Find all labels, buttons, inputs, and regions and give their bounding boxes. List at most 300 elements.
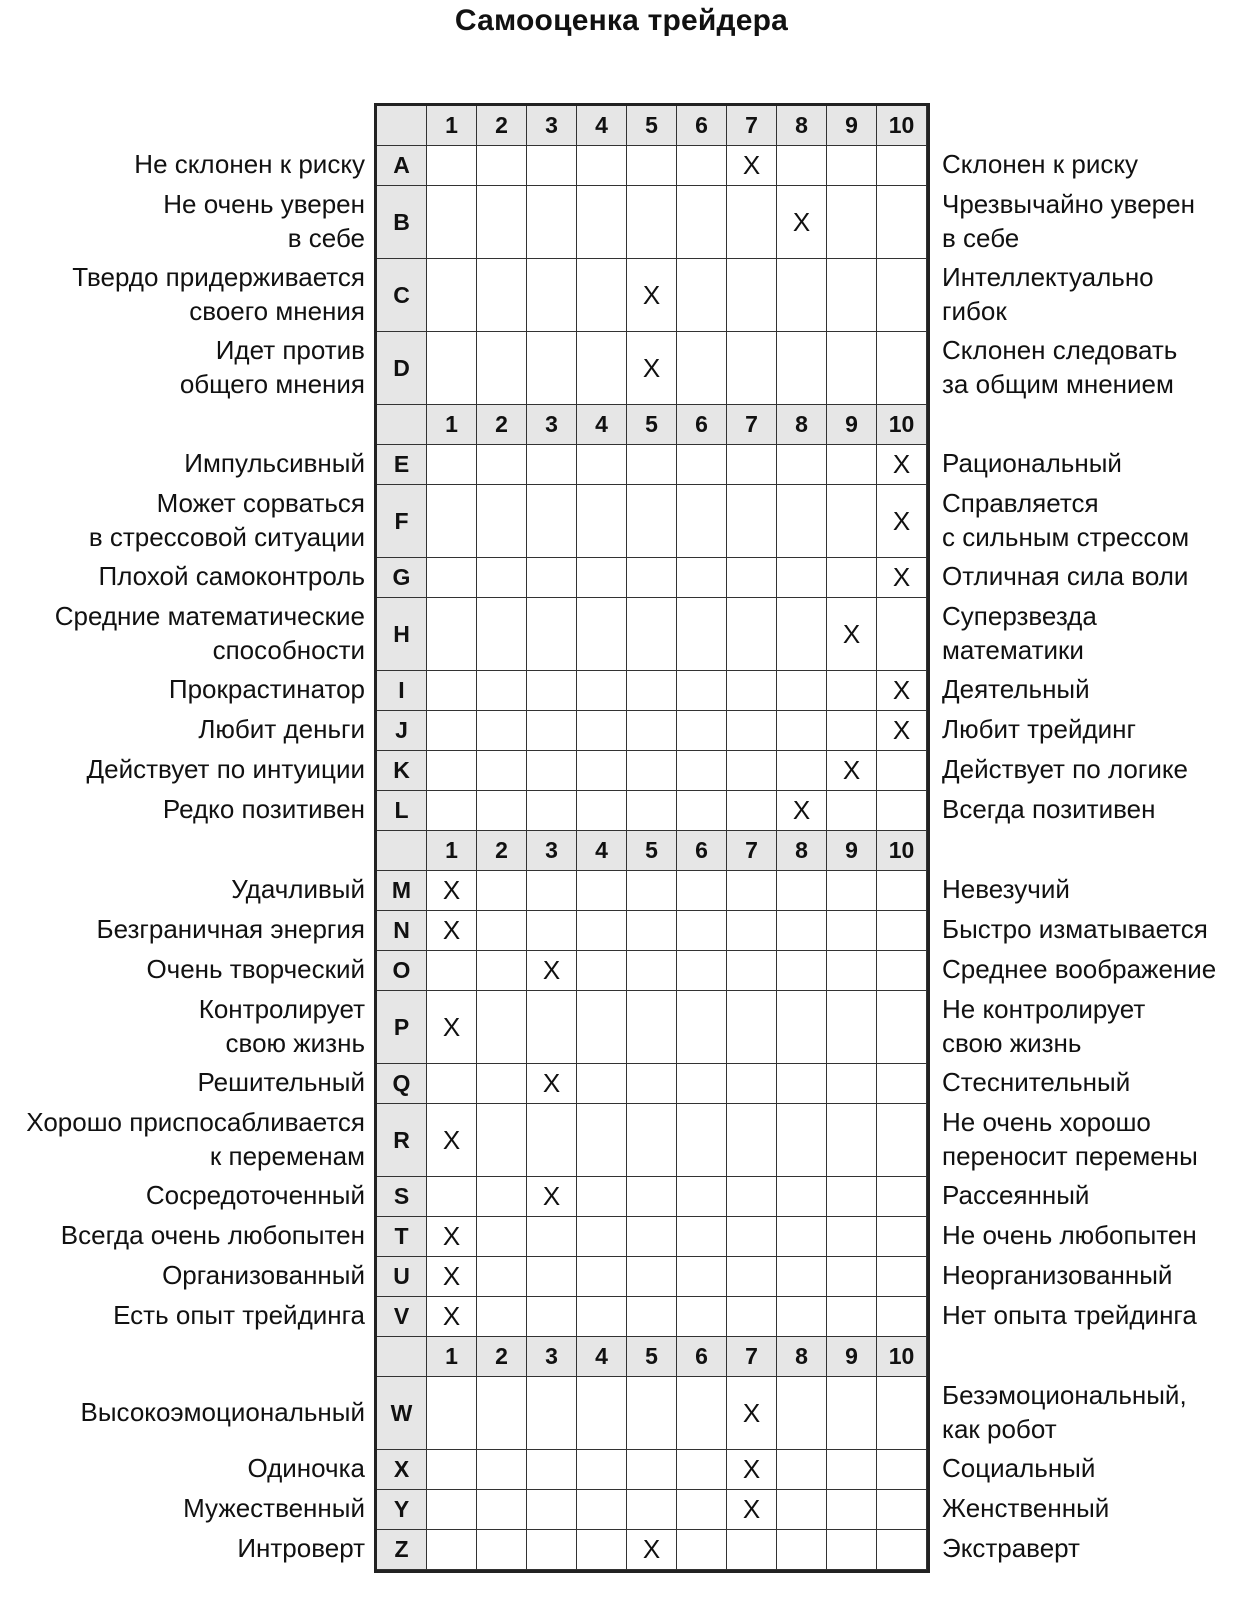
trait-high-Z: Экстраверт (942, 1533, 1080, 1563)
score-cell (627, 1490, 677, 1530)
row-letter-I: I (377, 671, 427, 711)
trait-low-T: Всегда очень любопытен (60, 1220, 365, 1250)
row-letter-D: D (377, 332, 427, 405)
score-cell (777, 332, 827, 405)
score-cell (427, 558, 477, 598)
score-cell (827, 1490, 877, 1530)
scale-header-10: 10 (877, 106, 927, 146)
trait-high-X: Социальный (942, 1453, 1096, 1483)
score-cell (427, 871, 477, 911)
score-cell (877, 671, 927, 711)
score-cell (677, 951, 727, 991)
score-cell (877, 598, 927, 671)
score-cell (777, 791, 827, 831)
score-cell (677, 558, 727, 598)
score-cell (627, 259, 677, 332)
score-cell (427, 146, 477, 186)
score-cell (427, 445, 477, 485)
score-cell (477, 951, 527, 991)
scale-header-6: 6 (677, 405, 727, 445)
score-cell (777, 186, 827, 259)
score-mark-K: X (842, 755, 861, 785)
score-cell (427, 598, 477, 671)
trait-high-U: Неорганизованный (942, 1260, 1173, 1290)
row-letter-E: E (377, 445, 427, 485)
score-cell (577, 146, 627, 186)
scale-header-7: 7 (727, 1337, 777, 1377)
score-cell (777, 1104, 827, 1177)
score-cell (677, 671, 727, 711)
score-cell (827, 671, 877, 711)
score-cell (477, 671, 527, 711)
scale-header-8: 8 (777, 1337, 827, 1377)
score-cell (827, 1257, 877, 1297)
score-cell (477, 259, 527, 332)
score-cell (727, 1257, 777, 1297)
score-cell (577, 711, 627, 751)
score-cell (527, 1217, 577, 1257)
row-letter-T: T (377, 1217, 427, 1257)
trait-low-H: Средние математические способности (54, 600, 365, 665)
row-letter-N: N (377, 911, 427, 951)
trait-high-Y: Женственный (942, 1493, 1110, 1523)
score-cell (477, 146, 527, 186)
row-letter-V: V (377, 1297, 427, 1337)
score-cell (477, 1450, 527, 1490)
score-cell (527, 991, 577, 1064)
scale-header-6: 6 (677, 831, 727, 871)
scale-header-1: 1 (427, 1337, 477, 1377)
trait-high-O: Среднее воображение (942, 954, 1217, 984)
score-cell (827, 911, 877, 951)
score-mark-I: X (892, 675, 911, 705)
score-cell (877, 1257, 927, 1297)
scale-header-corner (377, 405, 427, 445)
score-cell (477, 1530, 527, 1570)
score-cell (627, 1217, 677, 1257)
score-cell (777, 1377, 827, 1450)
score-cell (577, 991, 627, 1064)
score-cell (527, 1450, 577, 1490)
score-cell (577, 911, 627, 951)
trait-low-B: Не очень уверен в себе (163, 188, 365, 253)
score-cell (727, 791, 777, 831)
score-cell (427, 1217, 477, 1257)
scale-header-8: 8 (777, 405, 827, 445)
score-cell (577, 332, 627, 405)
score-cell (627, 671, 677, 711)
score-cell (427, 1177, 477, 1217)
score-mark-A: X (742, 150, 761, 180)
score-mark-O: X (542, 955, 561, 985)
score-cell (627, 751, 677, 791)
score-cell (477, 791, 527, 831)
score-cell (627, 485, 677, 558)
score-cell (627, 711, 677, 751)
scale-header-1: 1 (427, 106, 477, 146)
trait-low-L: Редко позитивен (162, 794, 365, 824)
score-cell (777, 146, 827, 186)
score-cell (777, 259, 827, 332)
score-cell (427, 711, 477, 751)
scale-header-4: 4 (577, 106, 627, 146)
score-cell (527, 332, 577, 405)
score-cell (877, 1377, 927, 1450)
trait-low-Z: Интроверт (237, 1533, 365, 1563)
score-cell (527, 186, 577, 259)
score-cell (777, 1297, 827, 1337)
score-cell (777, 1217, 827, 1257)
score-cell (877, 186, 927, 259)
trait-high-F: Справляется с сильным стрессом (942, 487, 1190, 552)
score-cell (427, 1450, 477, 1490)
score-cell (627, 186, 677, 259)
score-cell (827, 445, 877, 485)
score-cell (827, 1104, 877, 1177)
score-cell (577, 951, 627, 991)
score-cell (577, 871, 627, 911)
page-title: Самооценка трейдера (454, 4, 789, 37)
scale-header-7: 7 (727, 831, 777, 871)
score-cell (877, 1530, 927, 1570)
score-cell (577, 445, 627, 485)
score-cell (727, 558, 777, 598)
row-letter-C: C (377, 259, 427, 332)
score-cell (677, 1377, 727, 1450)
score-cell (727, 259, 777, 332)
score-cell (677, 1064, 727, 1104)
score-cell (677, 598, 727, 671)
score-cell (727, 991, 777, 1064)
score-cell (477, 186, 527, 259)
row-letter-A: A (377, 146, 427, 186)
score-cell (777, 911, 827, 951)
score-mark-J: X (892, 715, 911, 745)
trait-high-B: Чрезвычайно уверен в себе (942, 188, 1195, 253)
score-mark-V: X (442, 1301, 461, 1331)
scale-header-3: 3 (527, 106, 577, 146)
score-cell (777, 751, 827, 791)
score-mark-Z: X (642, 1534, 661, 1564)
trait-low-E: Импульсивный (184, 448, 365, 478)
score-cell (627, 991, 677, 1064)
score-cell (877, 558, 927, 598)
scale-header-4: 4 (577, 831, 627, 871)
score-cell (727, 711, 777, 751)
scale-header-9: 9 (827, 405, 877, 445)
trait-high-T: Не очень любопытен (942, 1220, 1197, 1250)
trait-low-P: Контролирует свою жизнь (198, 993, 365, 1058)
score-cell (777, 711, 827, 751)
score-mark-C: X (642, 279, 661, 310)
score-cell (677, 1530, 727, 1570)
score-cell (627, 1257, 677, 1297)
score-cell (577, 1297, 627, 1337)
trait-low-W: Высокоэмоциональный (80, 1396, 365, 1427)
score-mark-H: X (842, 618, 861, 649)
score-cell (577, 186, 627, 259)
score-cell (627, 1297, 677, 1337)
trait-low-K: Действует по интуиции (86, 754, 365, 784)
row-letter-J: J (377, 711, 427, 751)
score-cell (877, 871, 927, 911)
score-cell (777, 671, 827, 711)
trait-low-N: Безграничная энергия (96, 914, 365, 944)
scale-header-corner (377, 1337, 427, 1377)
score-cell (527, 671, 577, 711)
scale-header-5: 5 (627, 1337, 677, 1377)
scale-header-6: 6 (677, 1337, 727, 1377)
score-cell (877, 1064, 927, 1104)
score-cell (427, 1530, 477, 1570)
trait-high-M: Невезучий (942, 874, 1070, 904)
score-cell (577, 1257, 627, 1297)
row-letter-G: G (377, 558, 427, 598)
score-cell (427, 991, 477, 1064)
score-cell (727, 871, 777, 911)
score-cell (827, 1377, 877, 1450)
score-cell (777, 1257, 827, 1297)
score-cell (827, 711, 877, 751)
score-cell (677, 871, 727, 911)
score-cell (477, 1257, 527, 1297)
score-cell (877, 911, 927, 951)
score-mark-E: X (892, 449, 911, 479)
score-cell (427, 485, 477, 558)
scale-header-9: 9 (827, 106, 877, 146)
score-cell (577, 485, 627, 558)
scale-header-10: 10 (877, 831, 927, 871)
scale-header-10: 10 (877, 1337, 927, 1377)
trait-low-G: Плохой самоконтроль (98, 561, 365, 591)
score-cell (527, 259, 577, 332)
trait-high-A: Склонен к риску (942, 149, 1139, 179)
score-cell (777, 598, 827, 671)
score-cell (577, 671, 627, 711)
score-cell (827, 558, 877, 598)
score-cell (427, 671, 477, 711)
trait-low-C: Твердо придерживается своего мнения (72, 261, 365, 326)
score-cell (677, 1450, 727, 1490)
score-mark-Q: X (542, 1068, 561, 1098)
score-cell (877, 332, 927, 405)
score-cell (527, 1177, 577, 1217)
score-cell (727, 1450, 777, 1490)
score-cell (577, 1217, 627, 1257)
score-cell (677, 911, 727, 951)
trait-high-L: Всегда позитивен (942, 794, 1156, 824)
row-letter-L: L (377, 791, 427, 831)
score-cell (777, 1177, 827, 1217)
score-cell (477, 871, 527, 911)
score-cell (527, 951, 577, 991)
score-cell (477, 911, 527, 951)
score-cell (527, 871, 577, 911)
score-cell (427, 259, 477, 332)
score-cell (727, 1377, 777, 1450)
score-cell (727, 1064, 777, 1104)
trait-low-O: Очень творческий (146, 954, 365, 984)
scale-header-8: 8 (777, 831, 827, 871)
score-cell (777, 991, 827, 1064)
score-cell (477, 751, 527, 791)
score-cell (777, 1450, 827, 1490)
scale-header-2: 2 (477, 106, 527, 146)
score-cell (827, 1177, 877, 1217)
score-cell (627, 1450, 677, 1490)
score-cell (527, 558, 577, 598)
trait-low-A: Не склонен к риску (134, 149, 365, 179)
score-cell (777, 1530, 827, 1570)
trait-high-S: Рассеянный (942, 1180, 1090, 1210)
score-cell (677, 1104, 727, 1177)
row-letter-P: P (377, 991, 427, 1064)
trait-high-P: Не контролирует свою жизнь (942, 993, 1146, 1058)
score-cell (527, 1257, 577, 1297)
score-mark-U: X (442, 1261, 461, 1291)
score-cell (677, 791, 727, 831)
score-cell (827, 791, 877, 831)
score-cell (677, 1177, 727, 1217)
score-cell (627, 1104, 677, 1177)
scale-header-3: 3 (527, 405, 577, 445)
trait-high-K: Действует по логике (942, 754, 1188, 784)
score-cell (877, 991, 927, 1064)
score-cell (777, 558, 827, 598)
score-cell (827, 1064, 877, 1104)
row-letter-O: O (377, 951, 427, 991)
score-cell (627, 911, 677, 951)
score-cell (527, 146, 577, 186)
score-cell (727, 598, 777, 671)
score-cell (777, 871, 827, 911)
score-cell (677, 146, 727, 186)
score-cell (827, 1450, 877, 1490)
scale-header-2: 2 (477, 831, 527, 871)
score-mark-N: X (442, 915, 461, 945)
scale-header-9: 9 (827, 831, 877, 871)
assessment-grid (374, 103, 930, 1573)
score-mark-M: X (442, 875, 461, 905)
score-cell (677, 1297, 727, 1337)
score-cell (477, 991, 527, 1064)
score-cell (427, 1257, 477, 1297)
score-cell (527, 445, 577, 485)
scale-header-2: 2 (477, 405, 527, 445)
score-cell (577, 259, 627, 332)
score-cell (727, 751, 777, 791)
trait-low-J: Любит деньги (198, 714, 365, 744)
scale-header-corner (377, 831, 427, 871)
score-cell (477, 1490, 527, 1530)
score-cell (577, 598, 627, 671)
trait-low-V: Есть опыт трейдинга (113, 1300, 365, 1330)
score-cell (777, 485, 827, 558)
score-cell (877, 259, 927, 332)
score-cell (477, 445, 527, 485)
score-cell (677, 445, 727, 485)
score-cell (677, 1490, 727, 1530)
score-cell (627, 558, 677, 598)
score-cell (777, 1064, 827, 1104)
scale-header-4: 4 (577, 405, 627, 445)
trait-high-W: Безэмоциональный, как робот (942, 1379, 1187, 1444)
score-mark-W: X (742, 1397, 761, 1428)
score-cell (577, 1450, 627, 1490)
trait-low-R: Хорошо приспосабливается к переменам (26, 1106, 365, 1171)
score-cell (727, 671, 777, 711)
trait-low-I: Прокрастинатор (168, 674, 365, 704)
score-cell (727, 1104, 777, 1177)
scale-header-1: 1 (427, 831, 477, 871)
score-cell (827, 598, 877, 671)
trait-high-C: Интеллектуально гибок (942, 261, 1154, 326)
score-cell (777, 445, 827, 485)
score-cell (627, 1377, 677, 1450)
score-cell (527, 791, 577, 831)
score-cell (877, 711, 927, 751)
row-letter-U: U (377, 1257, 427, 1297)
score-cell (627, 871, 677, 911)
score-cell (577, 1377, 627, 1450)
score-cell (677, 1217, 727, 1257)
row-letter-F: F (377, 485, 427, 558)
score-cell (727, 1217, 777, 1257)
scale-header-7: 7 (727, 405, 777, 445)
score-cell (827, 186, 877, 259)
score-cell (877, 445, 927, 485)
score-cell (727, 332, 777, 405)
row-letter-H: H (377, 598, 427, 671)
score-mark-Y: X (742, 1494, 761, 1524)
trait-low-X: Одиночка (247, 1453, 365, 1483)
scale-header-3: 3 (527, 831, 577, 871)
score-cell (877, 1177, 927, 1217)
score-cell (527, 598, 577, 671)
row-letter-S: S (377, 1177, 427, 1217)
score-cell (877, 1217, 927, 1257)
trait-high-Q: Стеснительный (942, 1067, 1131, 1097)
score-cell (727, 1297, 777, 1337)
score-cell (427, 1490, 477, 1530)
score-cell (577, 1530, 627, 1570)
score-cell (477, 1064, 527, 1104)
score-cell (727, 1177, 777, 1217)
score-cell (727, 186, 777, 259)
score-mark-P: X (442, 1011, 461, 1042)
scale-header-2: 2 (477, 1337, 527, 1377)
score-cell (727, 1530, 777, 1570)
score-cell (427, 186, 477, 259)
score-cell (577, 751, 627, 791)
score-cell (827, 951, 877, 991)
row-letter-K: K (377, 751, 427, 791)
score-cell (477, 1217, 527, 1257)
score-cell (727, 951, 777, 991)
score-mark-R: X (442, 1124, 461, 1155)
score-cell (577, 1490, 627, 1530)
score-cell (427, 1104, 477, 1177)
score-cell (677, 259, 727, 332)
row-letter-R: R (377, 1104, 427, 1177)
score-cell (627, 598, 677, 671)
score-cell (577, 1177, 627, 1217)
score-cell (877, 1104, 927, 1177)
score-cell (827, 1217, 877, 1257)
score-cell (527, 911, 577, 951)
score-cell (527, 1297, 577, 1337)
score-cell (477, 558, 527, 598)
